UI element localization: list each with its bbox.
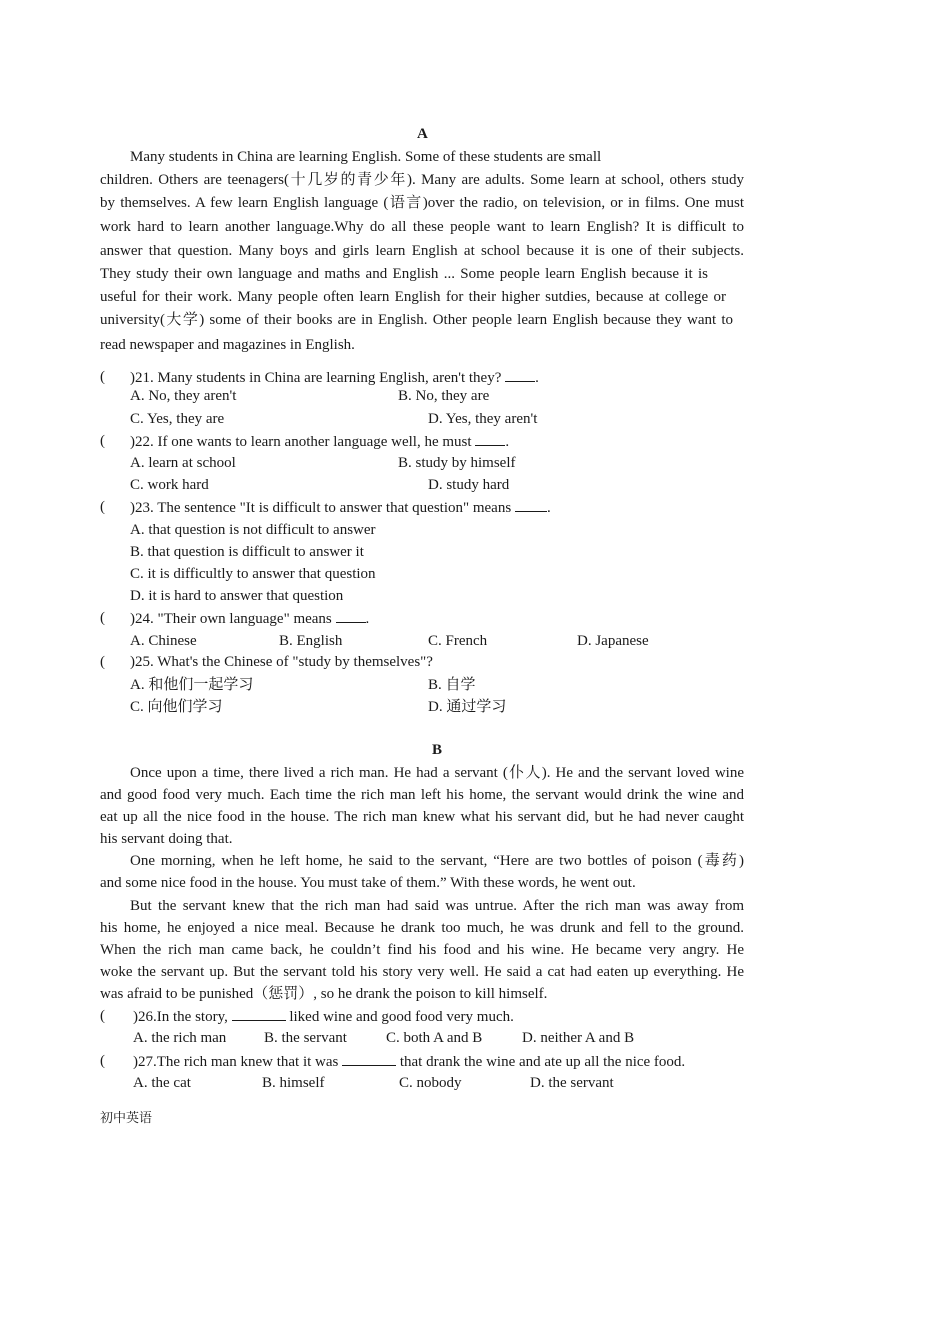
option-b[interactable]: B. himself [262,1075,325,1091]
answer-blank[interactable] [342,1051,396,1066]
question-24 [100,608,720,628]
question-21 [100,367,720,387]
passage-b-line: But the servant knew that the rich man had said was untrue. After the rich man was away from [130,898,744,914]
option-c[interactable]: C. it is difficultly to answer that question [130,566,376,582]
question-stem: )22. If one wants to learn another language well, he must [130,434,476,450]
option-b[interactable]: B. that question is difficult to answer it [130,544,364,560]
question-stem: )23. The sentence "It is difficult to answer that question" means [130,500,515,516]
question-27 [100,1051,740,1071]
option-c[interactable]: C. both A and B [386,1030,483,1046]
passage-a-line: children. Others are teenagers(十几岁的青少年). Many are adults. Some learn at school, others study [100,172,744,188]
passage-a-line: work hard to learn another language.Why do all these people want to learn English? It is difficult to [100,219,744,235]
option-b[interactable]: B. study by himself [398,455,516,471]
option-d[interactable]: D. 通过学习 [428,699,507,715]
question-stem-end: . [365,611,370,627]
option-d[interactable]: D. it is hard to answer that question [130,588,344,604]
question-25 [100,652,720,672]
answer-paren[interactable]: ( [100,654,105,670]
passage-b-line: One morning, when he left home, he said to the servant, “Here are two bottles of poison (毒药) [130,853,744,869]
question-stem: )27.The rich man knew that it was [133,1054,343,1070]
passage-a-line: read newspaper and magazines in English. [100,337,355,353]
passage-b-line: his servant doing that. [100,831,233,847]
passage-a-line: answer that question. Many boys and girls learn English at school because it is one of their subjects. [100,243,744,259]
option-d[interactable]: D. study hard [428,477,510,493]
option-a[interactable]: A. the cat [133,1075,191,1091]
answer-paren[interactable]: ( [100,1053,105,1069]
option-c[interactable]: C. Yes, they are [130,411,225,427]
passage-a-line: They study their own language and maths and English ... Some people learn English because it is [100,266,708,282]
page-footer: 初中英语 [100,1110,153,1125]
question-stem-end: that drank the wine and ate up all the nice food. [396,1054,686,1070]
answer-blank[interactable] [475,431,505,446]
option-d[interactable]: D. neither A and B [522,1030,635,1046]
answer-paren[interactable]: ( [100,1008,105,1024]
passage-b-line: his home, he enjoyed a nice meal. Because he drank too much, he was drunk and fell to the ground. [100,920,744,936]
answer-paren[interactable]: ( [100,499,105,515]
question-22 [100,431,720,451]
section-b-heading: B [432,742,443,758]
passage-a-line: Many students in China are learning English. Some of these students are small [130,149,602,165]
question-23 [100,497,720,517]
option-d[interactable]: D. Japanese [577,633,649,649]
option-c[interactable]: C. 向他们学习 [130,699,223,715]
question-stem: )26.In the story, [133,1009,232,1025]
option-b[interactable]: B. the servant [264,1030,347,1046]
option-d[interactable]: D. the servant [530,1075,614,1091]
option-b[interactable]: B. English [279,633,343,649]
answer-paren[interactable]: ( [100,610,105,626]
passage-a-line: by themselves. A few learn English language (语言)over the radio, on television, or in films. One must [100,195,744,211]
passage-b-line: was afraid to be punished（惩罚）, so he drank the poison to kill himself. [100,986,548,1002]
question-stem-end: liked wine and good food very much. [285,1009,514,1025]
option-c[interactable]: C. nobody [399,1075,462,1091]
passage-a-line: university(大学) some of their books are in English. Other people learn English because they want to [100,312,733,328]
passage-b-line: and some nice food in the house. You must take of them.” With these words, he went out. [100,875,636,891]
answer-blank[interactable] [505,367,535,382]
passage-b-line: eat up all the nice food in the house. The rich man knew what his servant did, but he had never caught [100,809,744,825]
question-stem-end: . [535,370,539,386]
passage-a-line: useful for their work. Many people often learn English for their higher sutdies, because at college or [100,289,726,305]
passage-b-line: Once upon a time, there lived a rich man. He had a servant (仆人). He and the servant loved wine [130,765,744,781]
option-d[interactable]: D. Yes, they aren't [428,411,538,427]
passage-b-line: When the rich man came back, he couldn’t find his food and his wine. He became very angry. He [100,942,744,958]
passage-b-line: woke the servant up. But the servant told his story very well. He said a cat had eaten up everything. He [100,964,744,980]
answer-paren[interactable]: ( [100,369,105,385]
option-a[interactable]: A. that question is not difficult to answer [130,522,376,538]
question-26 [100,1006,740,1026]
option-a[interactable]: A. the rich man [133,1030,227,1046]
option-b[interactable]: B. 自学 [428,677,476,693]
question-stem: )24. "Their own language" means [130,611,336,627]
option-c[interactable]: C. work hard [130,477,209,493]
option-c[interactable]: C. French [428,633,488,649]
answer-blank[interactable] [515,497,547,512]
option-a[interactable]: A. Chinese [130,633,197,649]
option-a[interactable]: A. 和他们一起学习 [130,677,254,693]
question-stem: )25. What's the Chinese of "study by themselves"? [130,654,433,670]
option-b[interactable]: B. No, they are [398,388,490,404]
answer-paren[interactable]: ( [100,433,105,449]
question-stem-end: . [505,434,510,450]
question-stem-end: . [546,500,551,516]
option-a[interactable]: A. No, they aren't [130,388,237,404]
passage-b-line: and good food very much. Each time the rich man left his home, the servant would drink the wine and [100,787,744,803]
answer-blank[interactable] [336,608,366,623]
option-a[interactable]: A. learn at school [130,455,236,471]
answer-blank[interactable] [232,1006,286,1021]
question-stem: )21. Many students in China are learning English, aren't they? [130,370,506,386]
section-a-heading: A [417,126,428,142]
